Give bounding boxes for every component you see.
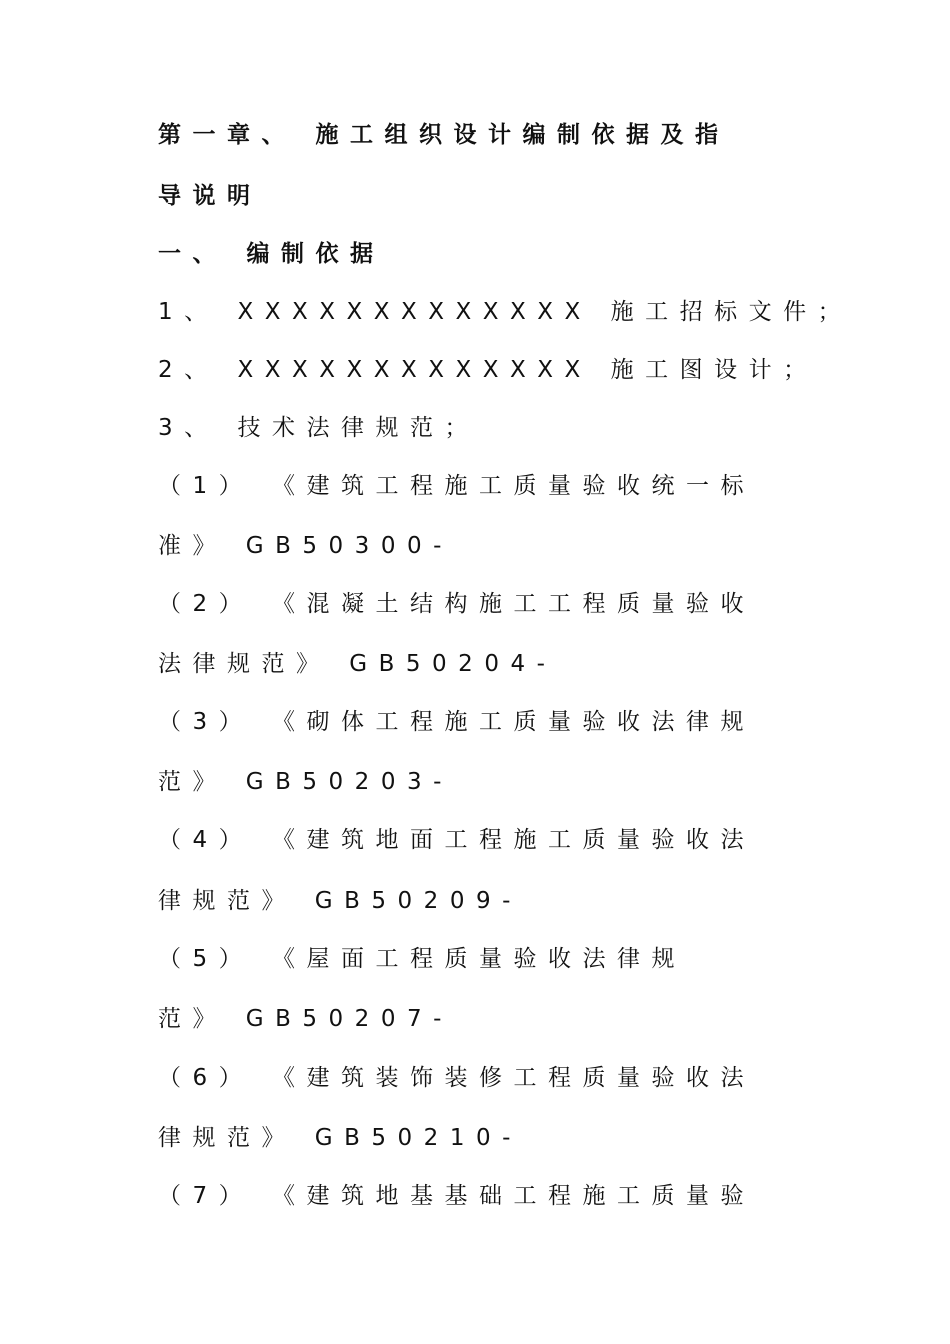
- standard-6-line-2: 律规范》 GB50210-: [158, 1125, 522, 1151]
- standard-3-line-1: （3） 《砌体工程施工质量验收法律规: [158, 709, 755, 735]
- standard-2-line-2: 法律规范》 GB50204-: [158, 651, 557, 677]
- standard-6-line-1: （6） 《建筑装饰装修工程质量验收法: [158, 1065, 755, 1091]
- standard-5-line-1: （5） 《屋面工程质量验收法律规: [158, 946, 686, 972]
- list-item-3: 3、 技术法律规范；: [158, 415, 479, 441]
- standard-7-line-1: （7） 《建筑地基基础工程施工质量验: [158, 1183, 755, 1209]
- standard-4-line-2: 律规范》 GB50209-: [158, 888, 522, 914]
- list-item-2: 2、 XXXXXXXXXXXXX 施工图设计；: [158, 357, 818, 383]
- section-heading: 一、 编制依据: [158, 241, 385, 267]
- standard-1-line-1: （1） 《建筑工程施工质量验收统一标: [158, 473, 755, 499]
- standard-4-line-1: （4） 《建筑地面工程施工质量验收法: [158, 827, 755, 853]
- chapter-title-line-1: 第一章、 施工组织设计编制依据及指: [158, 122, 730, 148]
- standard-3-line-2: 范》 GB50203-: [158, 769, 453, 795]
- standard-1-line-2: 准》 GB50300-: [158, 533, 453, 559]
- chapter-title-line-2: 导说明: [158, 183, 262, 209]
- list-item-1: 1、 XXXXXXXXXXXXX 施工招标文件；: [158, 299, 853, 325]
- standard-5-line-2: 范》 GB50207-: [158, 1006, 453, 1032]
- standard-2-line-1: （2） 《混凝土结构施工工程质量验收: [158, 591, 755, 617]
